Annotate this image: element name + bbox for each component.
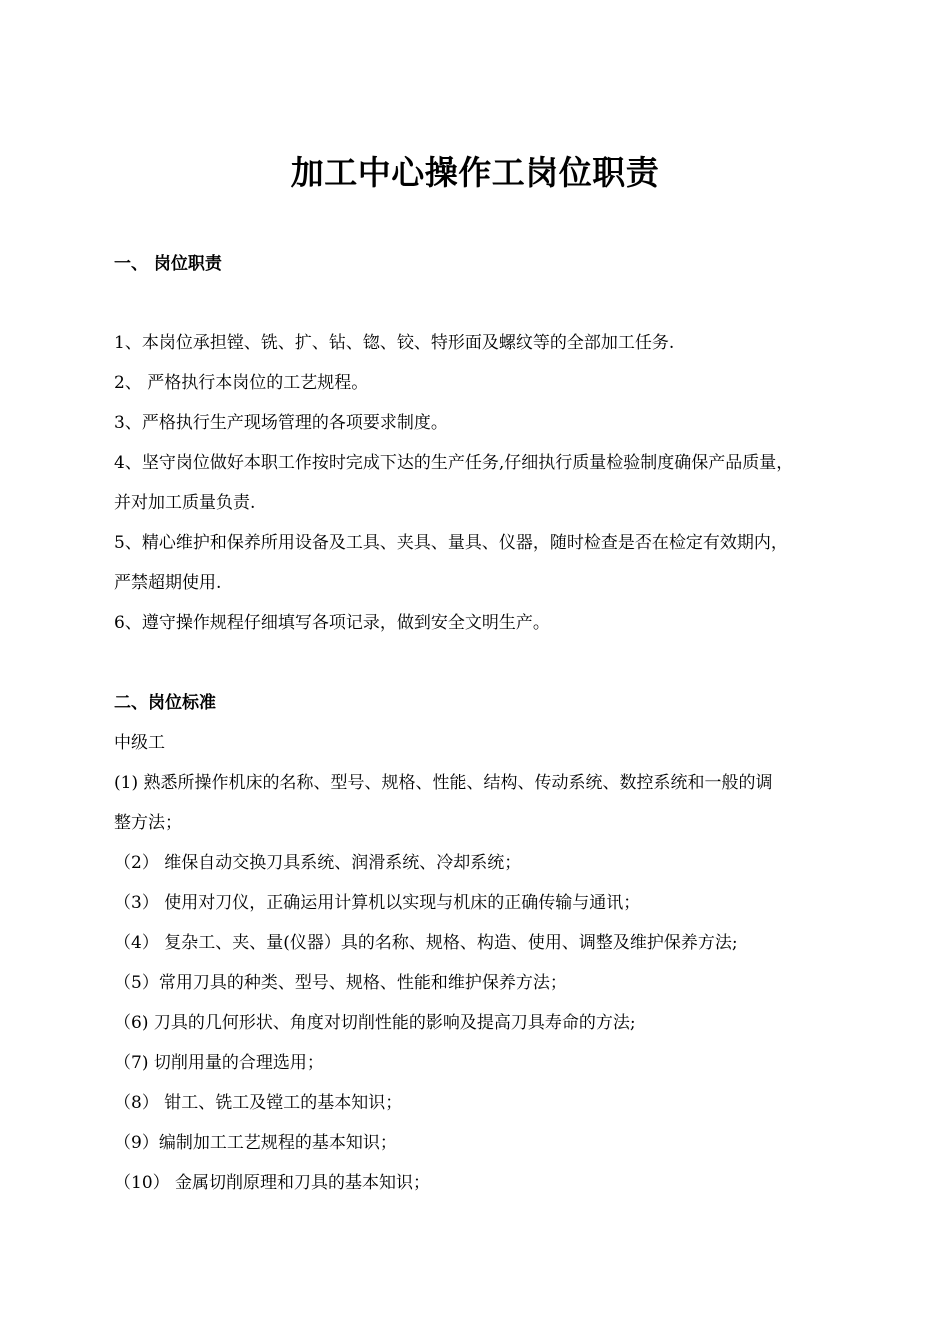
level-label: 中级工 bbox=[114, 733, 165, 753]
section-1-heading-block bbox=[114, 244, 874, 284]
list-item: 2、 严格执行本岗位的工艺规程。 bbox=[114, 373, 369, 393]
list-item: （6) 刀具的几何形状、角度对切削性能的影响及提高刀具寿命的方法; bbox=[114, 1013, 636, 1033]
list-item: （8） 钳工、铣工及镗工的基本知识； bbox=[114, 1093, 403, 1113]
list-item: 整方法； bbox=[114, 813, 182, 833]
list-item: （10） 金属切削原理和刀具的基本知识； bbox=[114, 1173, 431, 1193]
section-1-heading: 一、 岗位职责 bbox=[114, 254, 222, 274]
list-item: （7) 切削用量的合理选用； bbox=[114, 1053, 324, 1073]
section-1-list bbox=[114, 323, 874, 643]
section-2-heading: 二、岗位标准 bbox=[114, 693, 216, 713]
list-item: 6、遵守操作规程仔细填写各项记录，做到安全文明生产。 bbox=[114, 613, 550, 633]
list-item: 1、本岗位承担镗、铣、扩、钻、锪、铰、特形面及螺纹等的全部加工任务. bbox=[114, 333, 675, 353]
list-item: （3） 使用对刀仪，正确运用计算机以实现与机床的正确传输与通讯； bbox=[114, 893, 641, 913]
list-item: 5、精心维护和保养所用设备及工具、夹具、量具、仪器，随时检查是否在检定有效期内， bbox=[114, 533, 788, 553]
list-item: （2） 维保自动交换刀具系统、润滑系统、冷却系统； bbox=[114, 853, 522, 873]
document-title: 加工中心操作工岗位职责 bbox=[290, 153, 660, 192]
list-item: 严禁超期使用. bbox=[114, 573, 222, 593]
list-item: 3、严格执行生产现场管理的各项要求制度。 bbox=[114, 413, 448, 433]
section-2 bbox=[114, 683, 874, 1203]
list-item: （9）编制加工工艺规程的基本知识； bbox=[114, 1133, 397, 1153]
list-item: 并对加工质量负责. bbox=[114, 493, 256, 513]
list-item: 4、坚守岗位做好本职工作按时完成下达的生产任务,仔细执行质量检验制度确保产品质量， bbox=[114, 453, 794, 473]
list-item: （4） 复杂工、夹、量(仪器）具的名称、规格、构造、使用、调整及维护保养方法; bbox=[114, 933, 738, 953]
list-item: (1) 熟悉所操作机床的名称、型号、规格、性能、结构、传动系统、数控系统和一般的调 bbox=[114, 773, 773, 793]
list-item: （5）常用刀具的种类、型号、规格、性能和维护保养方法； bbox=[114, 973, 567, 993]
